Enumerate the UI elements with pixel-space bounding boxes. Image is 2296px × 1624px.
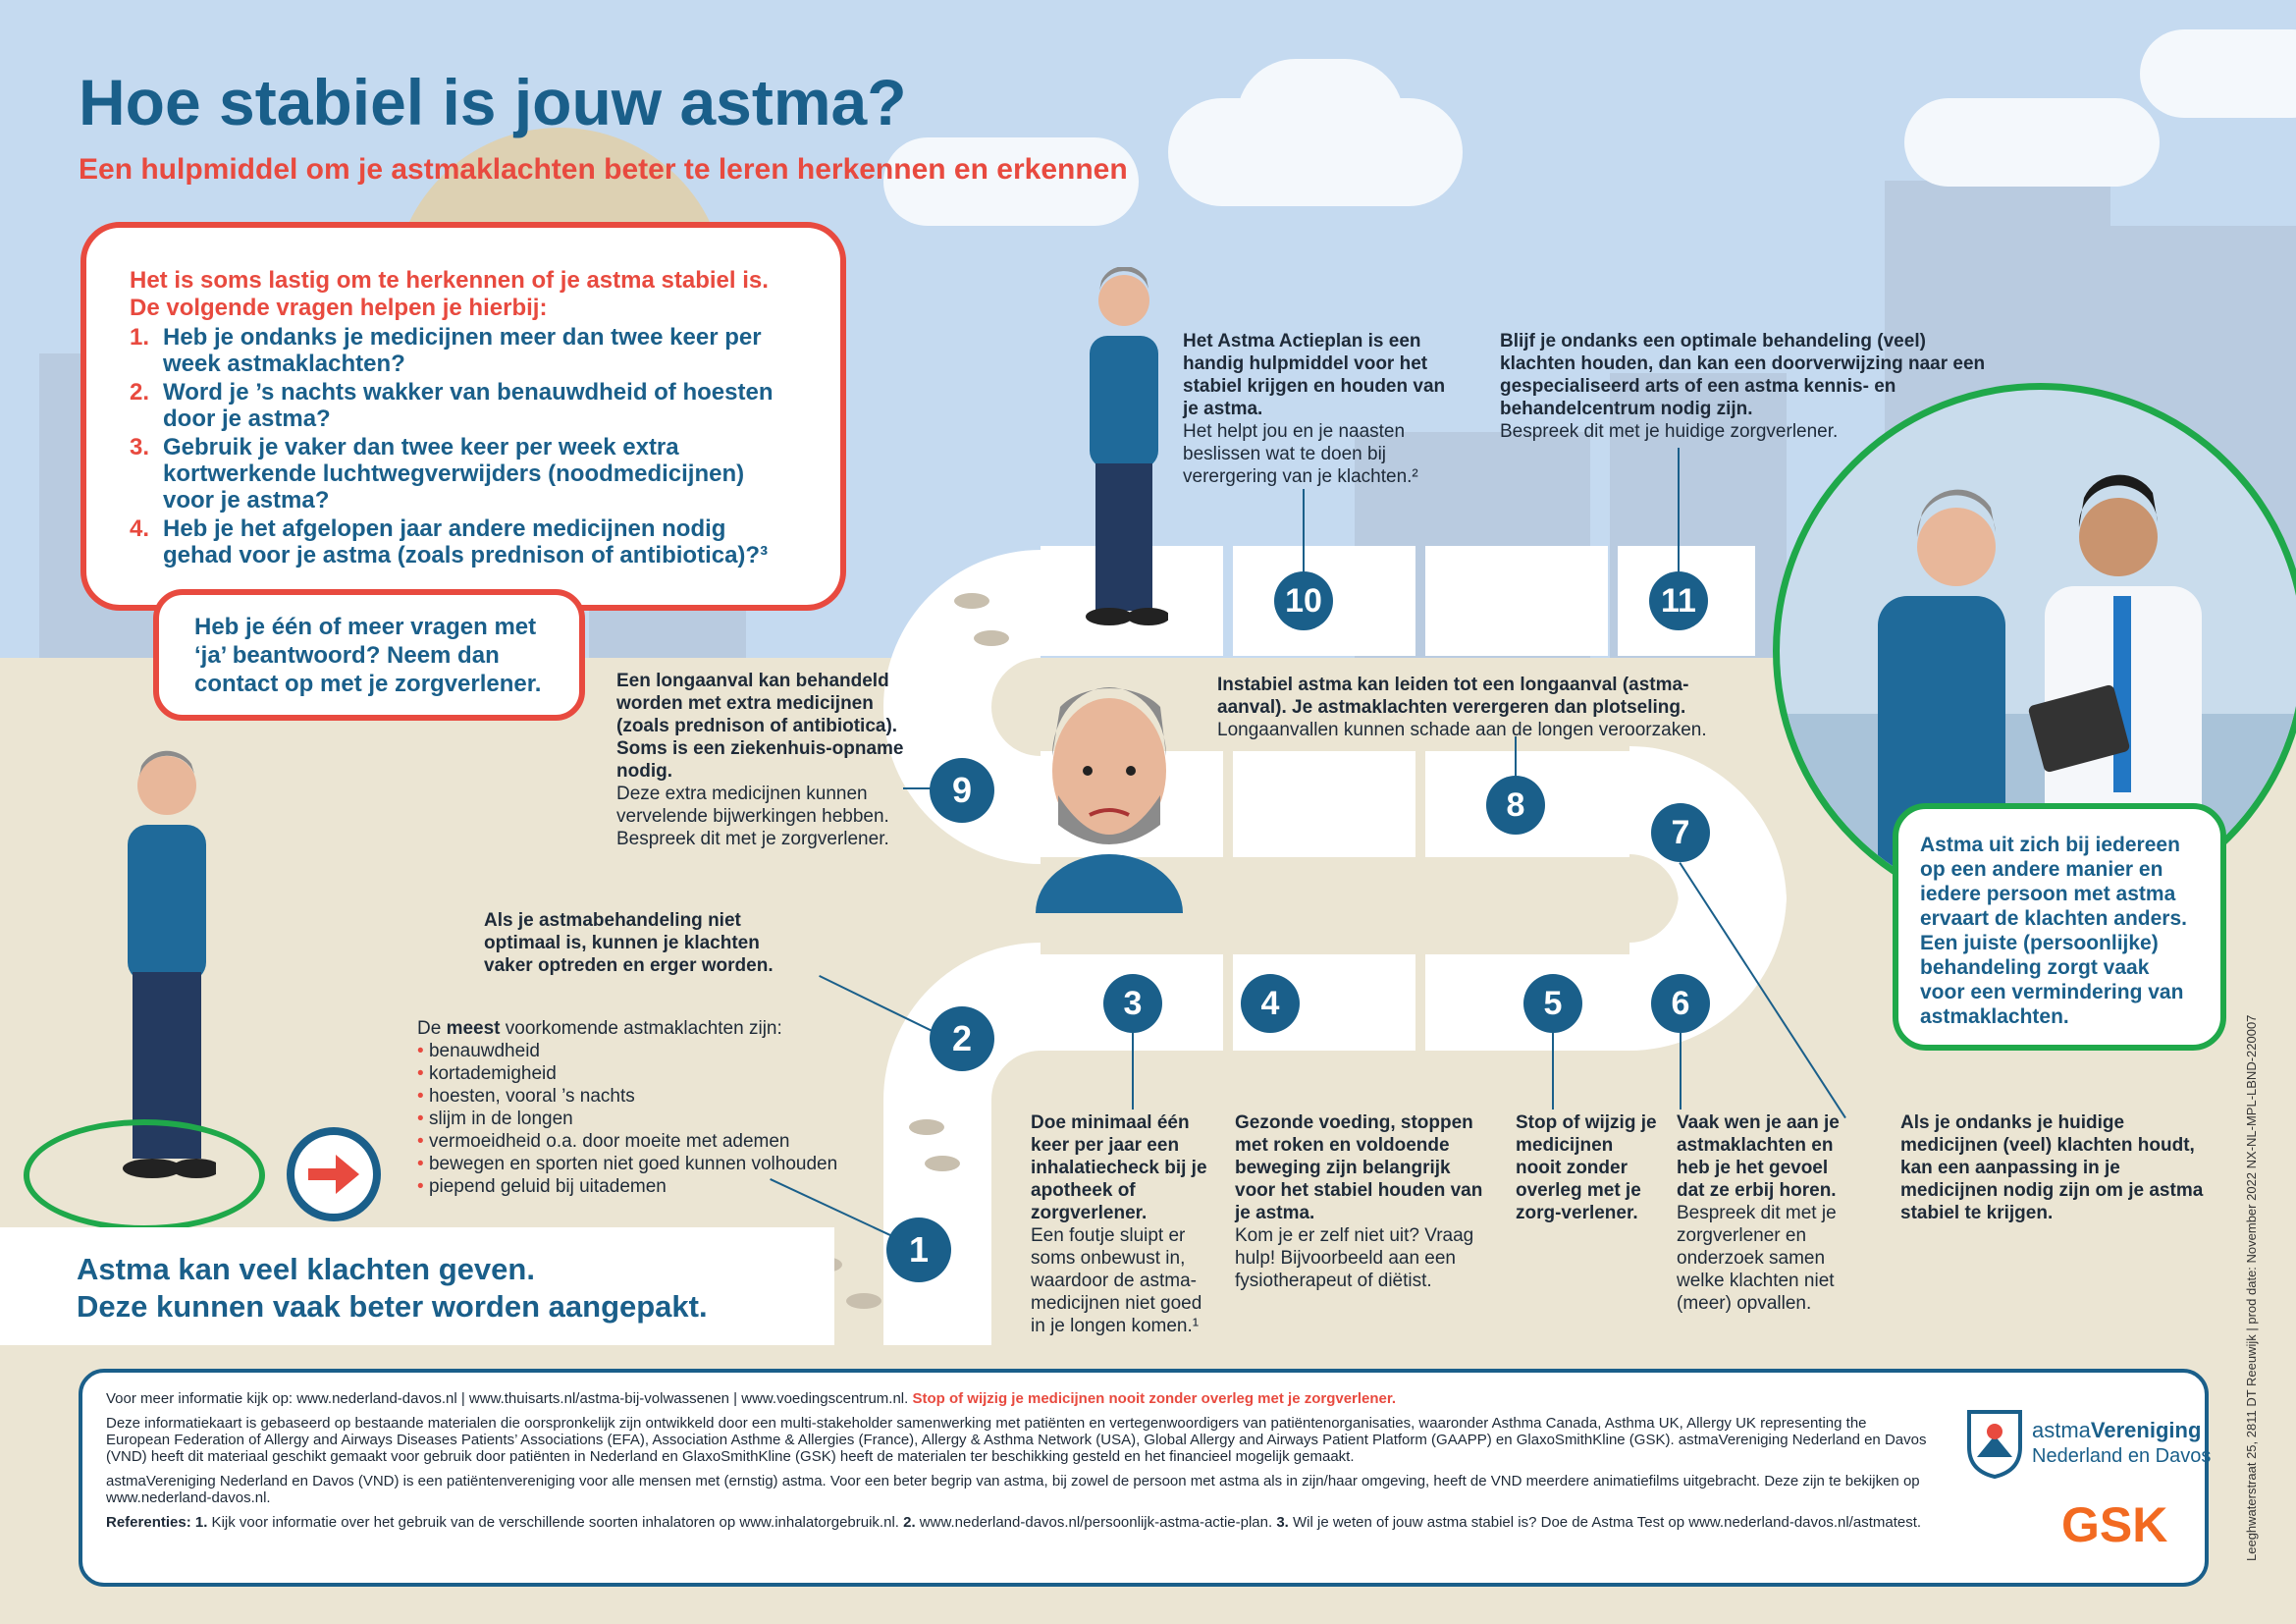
complaint-text: slijm in de longen	[428, 1109, 573, 1129]
ref-text: Wil je weten of jouw astma stabiel is? Doe de Astma Test op www.nederland-davos.nl/astmatest.	[1288, 1514, 1922, 1531]
ref-number: 2.	[903, 1514, 916, 1531]
step-11-bold: Blijf je ondanks een optimale behandeling (veel) klachten houden, dan kan een doorverwijzing naar een gespecialiseerd arts of een astma kennis- en behandelcentrum nodig zijn.	[1500, 331, 1986, 419]
footer-warning: Stop of wijzig je medicijnen nooit zonder overleg met je zorgverlener.	[912, 1390, 1397, 1407]
question-number: 4.	[130, 515, 150, 542]
step-6-bold: Vaak wen je aan je astmaklachten en heb je het gevoel dat ze erbij horen.	[1677, 1112, 1840, 1201]
banner-line-2: Deze kunnen vaak beter worden aangepakt.	[77, 1289, 708, 1324]
step-11-normal: Bespreek dit met je huidige zorgverlener.	[1500, 421, 1839, 442]
question-number: 2.	[130, 379, 150, 406]
complaints-block	[417, 1017, 879, 1198]
step-6-badge: 6	[1651, 974, 1710, 1033]
step-7-bold: Als je ondanks je huidige medicijnen (veel) klachten houdt, kan een aanpassing in je medicijnen nodig zijn om je astma stabiel te krijgen.	[1900, 1112, 2204, 1223]
step-9-badge: 9	[930, 758, 994, 823]
complaint-text: vermoeidheid o.a. door moeite met ademen	[428, 1131, 790, 1152]
leader-line	[1303, 489, 1305, 573]
leader-line	[1680, 1033, 1682, 1110]
step-5-bold: Stop of wijzig je medicijnen nooit zonder overleg met je zorg-verlener.	[1516, 1112, 1657, 1223]
step-4-text	[1235, 1111, 1492, 1292]
page-title: Hoe stabiel is jouw astma?	[79, 66, 907, 138]
step-9-normal: Deze extra medicijnen kunnen vervelende bijwerkingen hebben. Bespreek dit met je zorgverlener.	[616, 784, 889, 849]
complaint-item: • bewegen en sporten niet goed kunnen volhouden	[417, 1154, 838, 1174]
complaints-intro-c: voorkomende astmaklachten zijn:	[500, 1018, 782, 1039]
footer-basis: Deze informatiekaart is gebaseerd op bestaande materialen die oorspronkelijk zijn ontwikkeld door een multi-stakeholder samenwerking met patiënten en vertegenwoordigers van patiëntenorganisaties, waaronder Asthma Canada, Asthma UK, Allergy UK representing the European Federation of Allergy and Airways Diseases Patients’ Associations (EFA), Association Asthme & Allergies (France), Allergy & Asthma Network (USA), Global Allergy and Airways Patient Platform (GAAPP) en GlaxoSmithKline (GSK). astmaVereniging Nederland en Davos (VND) heeft dit materiaal geschikt gemaakt voor gebruik door patiënten in Nederland en GlaxoSmithKline (GSK) heeft de materialen ter beschikking gesteld en het financieel mogelijk gemaakt.	[106, 1415, 1927, 1465]
ref-number: 1.	[194, 1514, 208, 1531]
complaint-item: • hoesten, vooral ’s nachts	[417, 1086, 635, 1107]
bottom-banner-text	[77, 1251, 708, 1326]
step-4-badge: 4	[1241, 974, 1300, 1033]
personal-treatment-box: Astma uit zich bij iedereen op een andere manier en iedere persoon met astma ervaart de klachten anders. Een juiste (persoonlijke) behandeling zorgt vaak voor een vermindering van astmaklachten.	[1893, 803, 2226, 1051]
page-subtitle: Een hulpmiddel om je astmaklachten beter te leren herkennen en erkennen	[79, 153, 1128, 186]
worried-face-illustration	[1031, 668, 1188, 913]
step-10-normal: Het helpt jou en je naasten beslissen wat te doen bij verergering van je klachten.²	[1183, 421, 1418, 487]
question-text: Word je ’s nachts wakker van benauwdheid of hoesten door je astma?	[163, 379, 774, 432]
step-5-text	[1516, 1111, 1663, 1224]
complaints-intro-b: meest	[446, 1018, 501, 1039]
yes-answer-box: Heb je één of meer vragen met ‘ja’ beantwoord? Neem dan contact op met je zorgverlener.	[153, 589, 585, 721]
step-3-badge: 3	[1103, 974, 1162, 1033]
astmavereniging-logo	[1965, 1408, 2212, 1479]
step-3-bold: Doe minimaal één keer per jaar een inhalatiecheck bij je apotheek of zorgverlener.	[1031, 1112, 1207, 1223]
leader-line	[1552, 1033, 1554, 1110]
footer-references	[106, 1514, 1932, 1531]
step-10-text	[1183, 330, 1453, 488]
step-10-bold: Het Astma Actieplan is een handig hulpmiddel voor het stabiel krijgen en houden van je astma.	[1183, 331, 1446, 419]
complaint-item: • piepend geluid bij uitademen	[417, 1176, 667, 1197]
complaints-intro-a: De	[417, 1018, 447, 1039]
start-ring	[24, 1119, 265, 1231]
step-9-bold: Een longaanval kan behandeld worden met extra medicijnen (zoals prednison of antibiotica). Soms is een ziekenhuis-opname nodig.	[616, 671, 904, 782]
step-8-bold: Instabiel astma kan leiden tot een longaanval (astma-aanval). Je astmaklachten verergeren dan plotseling.	[1217, 675, 1689, 718]
ref-number: 3.	[1276, 1514, 1289, 1531]
complaint-item: • vermoeidheid o.a. door moeite met ademen	[417, 1131, 790, 1152]
astmavereniging-logo-mark	[1965, 1408, 2024, 1479]
complaint-text: piepend geluid bij uitademen	[428, 1176, 667, 1197]
start-arrow-icon	[285, 1125, 383, 1223]
gsk-logo: GSK	[2061, 1497, 2168, 1552]
footer-links: Voor meer informatie kijk op: www.nederland-davos.nl | www.thuisarts.nl/astma-bij-volwassenen | www.voedingscentrum.nl.	[106, 1390, 913, 1407]
path-cell	[1233, 751, 1415, 857]
step-8-badge: 8	[1486, 776, 1545, 835]
logo-name-b: Vereniging	[2090, 1418, 2202, 1442]
question-text: Gebruik je vaker dan twee keer per week extra kortwerkende luchtwegverwijders (noodmedicijnen) voor je astma?	[163, 434, 745, 514]
step-2-bold: Als je astmabehandeling niet optimaal is, kunnen je klachten vaker optreden en erger worden.	[484, 910, 774, 976]
step-7-badge: 7	[1651, 803, 1710, 862]
step-3-text	[1031, 1111, 1217, 1337]
step-3-normal: Een foutje sluipt er soms onbewust in, waardoor de astma-medicijnen niet goed in je longen komen.¹	[1031, 1225, 1202, 1336]
logo-name-a: astma	[2032, 1418, 2091, 1442]
question-number: 1.	[130, 324, 150, 351]
logo-subname: Nederland en Davos	[2032, 1445, 2212, 1467]
path-cell	[1425, 546, 1608, 656]
person-standing-illustration	[1070, 267, 1168, 630]
complaint-text: kortademigheid	[428, 1063, 557, 1084]
step-2-badge: 2	[930, 1006, 994, 1071]
complaints-intro	[417, 1017, 879, 1040]
ref-text: www.nederland-davos.nl/persoonlijk-astma-actie-plan.	[915, 1514, 1277, 1531]
step-9-text	[616, 670, 911, 850]
footer-info-line	[106, 1390, 1932, 1407]
step-8-normal: Longaanvallen kunnen schade aan de longen veroorzaken.	[1217, 720, 1707, 740]
leader-line	[1515, 736, 1517, 778]
footer-vnd: astmaVereniging Nederland en Davos (VND) is een patiëntenvereniging voor alle mensen met (ernstig) astma. Voor een beter begrip van astma, bij zowel de persoon met astma als in zijn/haar omgeving, heeft de VND meerdere animatiefilms uitgebracht. Deze zijn te bekijken op www.nederland-davos.nl.	[106, 1473, 1920, 1506]
step-2-text	[484, 909, 808, 977]
side-print-info: Leeghwaterstraat 25, 2811 DT Reeuwijk | prod date: November 2022 NX-NL-MPL-LBND-220007	[2244, 1014, 2259, 1561]
banner-line-1: Astma kan veel klachten geven.	[77, 1252, 535, 1286]
step-11-badge: 11	[1649, 571, 1708, 630]
complaint-text: bewegen en sporten niet goed kunnen volhouden	[428, 1154, 838, 1174]
step-4-bold: Gezonde voeding, stoppen met roken en voldoende beweging zijn belangrijk voor het stabiel houden van je astma.	[1235, 1112, 1483, 1223]
step-5-badge: 5	[1523, 974, 1582, 1033]
step-6-text	[1677, 1111, 1857, 1315]
complaint-item: • benauwdheid	[417, 1041, 540, 1061]
step-8-text	[1217, 674, 1747, 741]
step-1-badge: 1	[886, 1218, 951, 1282]
ref-text: Kijk voor informatie over het gebruik van de verschillende soorten inhalatoren op www.inhalatorgebruik.nl.	[207, 1514, 904, 1531]
complaint-item: • slijm in de longen	[417, 1109, 573, 1129]
step-7-text	[1900, 1111, 2205, 1224]
logo-name	[2032, 1418, 2201, 1443]
complaint-text: benauwdheid	[428, 1041, 540, 1061]
step-4-normal: Kom je er zelf niet uit? Vraag hulp! Bijvoorbeeld aan een fysiotherapeut of diëtist.	[1235, 1225, 1474, 1291]
question-text: Heb je het afgelopen jaar andere medicijnen nodig gehad voor je astma (zoals prednison of antibiotica)?³	[163, 515, 769, 568]
question-text: Heb je ondanks je medicijnen meer dan twee keer per week astmaklachten?	[163, 324, 762, 377]
refs-label: Referenties:	[106, 1514, 191, 1531]
complaint-item: • kortademigheid	[417, 1063, 557, 1084]
leader-line	[1132, 1033, 1134, 1110]
step-6-normal: Bespreek dit met je zorgverlener en onderzoek samen welke klachten niet (meer) opvallen.	[1677, 1203, 1837, 1314]
leader-line	[1678, 448, 1680, 573]
complaint-text: hoesten, vooral ’s nachts	[428, 1086, 635, 1107]
step-10-badge: 10	[1274, 571, 1333, 630]
footer-info-box	[79, 1369, 2212, 1587]
questions-intro: Het is soms lastig om te herkennen of je astma stabiel is. De volgende vragen helpen je hierbij:	[130, 267, 769, 321]
question-number: 3.	[130, 434, 150, 460]
